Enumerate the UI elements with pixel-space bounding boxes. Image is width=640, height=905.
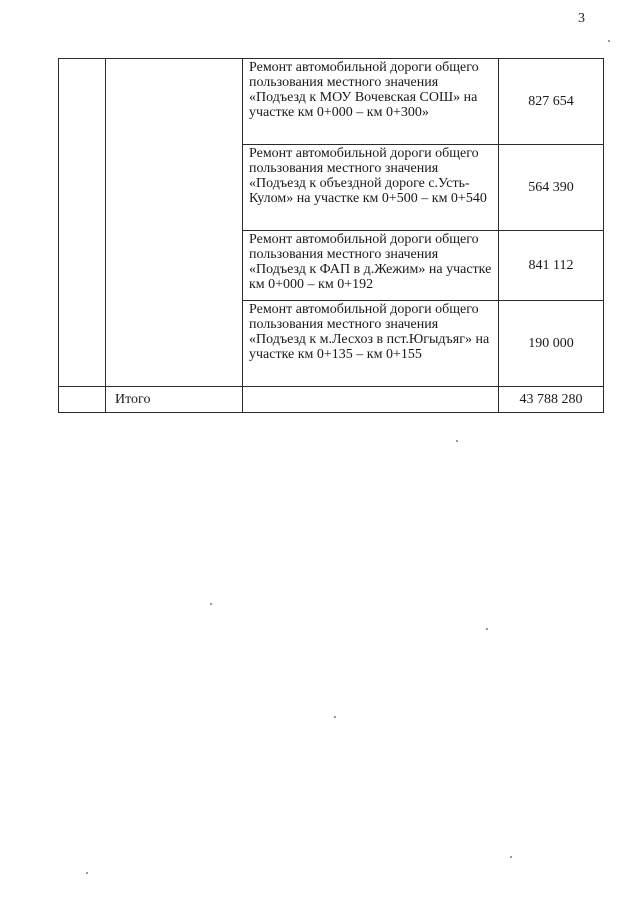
amount-value: 827 654: [499, 59, 604, 145]
amount-value: 564 390: [499, 145, 604, 231]
work-description: Ремонт автомобильной дороги общего пользования местного значения «Подъезд к МОУ Вочевская СОШ» на участке км 0+000 – км 0+300»: [243, 59, 499, 145]
scan-speck: [334, 716, 336, 718]
work-description: Ремонт автомобильной дороги общего пользования местного значения «Подъезд к ФАП в д.Жежим» на участке км 0+000 – км 0+192: [243, 231, 499, 301]
row-number-cell: [59, 59, 106, 387]
scan-speck: [210, 603, 212, 605]
scan-speck: [486, 628, 488, 630]
work-description: Ремонт автомобильной дороги общего пользования местного значения «Подъезд к объездной дороге с.Усть-Кулом» на участке км 0+500 – км 0+540: [243, 145, 499, 231]
work-description: Ремонт автомобильной дороги общего пользования местного значения «Подъезд к м.Лесхоз в пст.Югыдъяг» на участке км 0+135 – км 0+155: [243, 301, 499, 387]
total-empty-cell: [59, 387, 106, 413]
scan-speck: [608, 40, 610, 42]
total-row: [59, 387, 604, 413]
total-amount: 43 788 280: [499, 387, 604, 413]
amount-value: 190 000: [499, 301, 604, 387]
page-number: 3: [578, 11, 585, 26]
total-label: Итого: [106, 387, 243, 413]
scan-speck: [456, 440, 458, 442]
budget-table: [58, 58, 604, 413]
amount-value: 841 112: [499, 231, 604, 301]
table-row: [59, 59, 604, 145]
total-empty-cell: [243, 387, 499, 413]
recipient-cell: [106, 59, 243, 387]
scan-speck: [510, 856, 512, 858]
scan-speck: [86, 872, 88, 874]
